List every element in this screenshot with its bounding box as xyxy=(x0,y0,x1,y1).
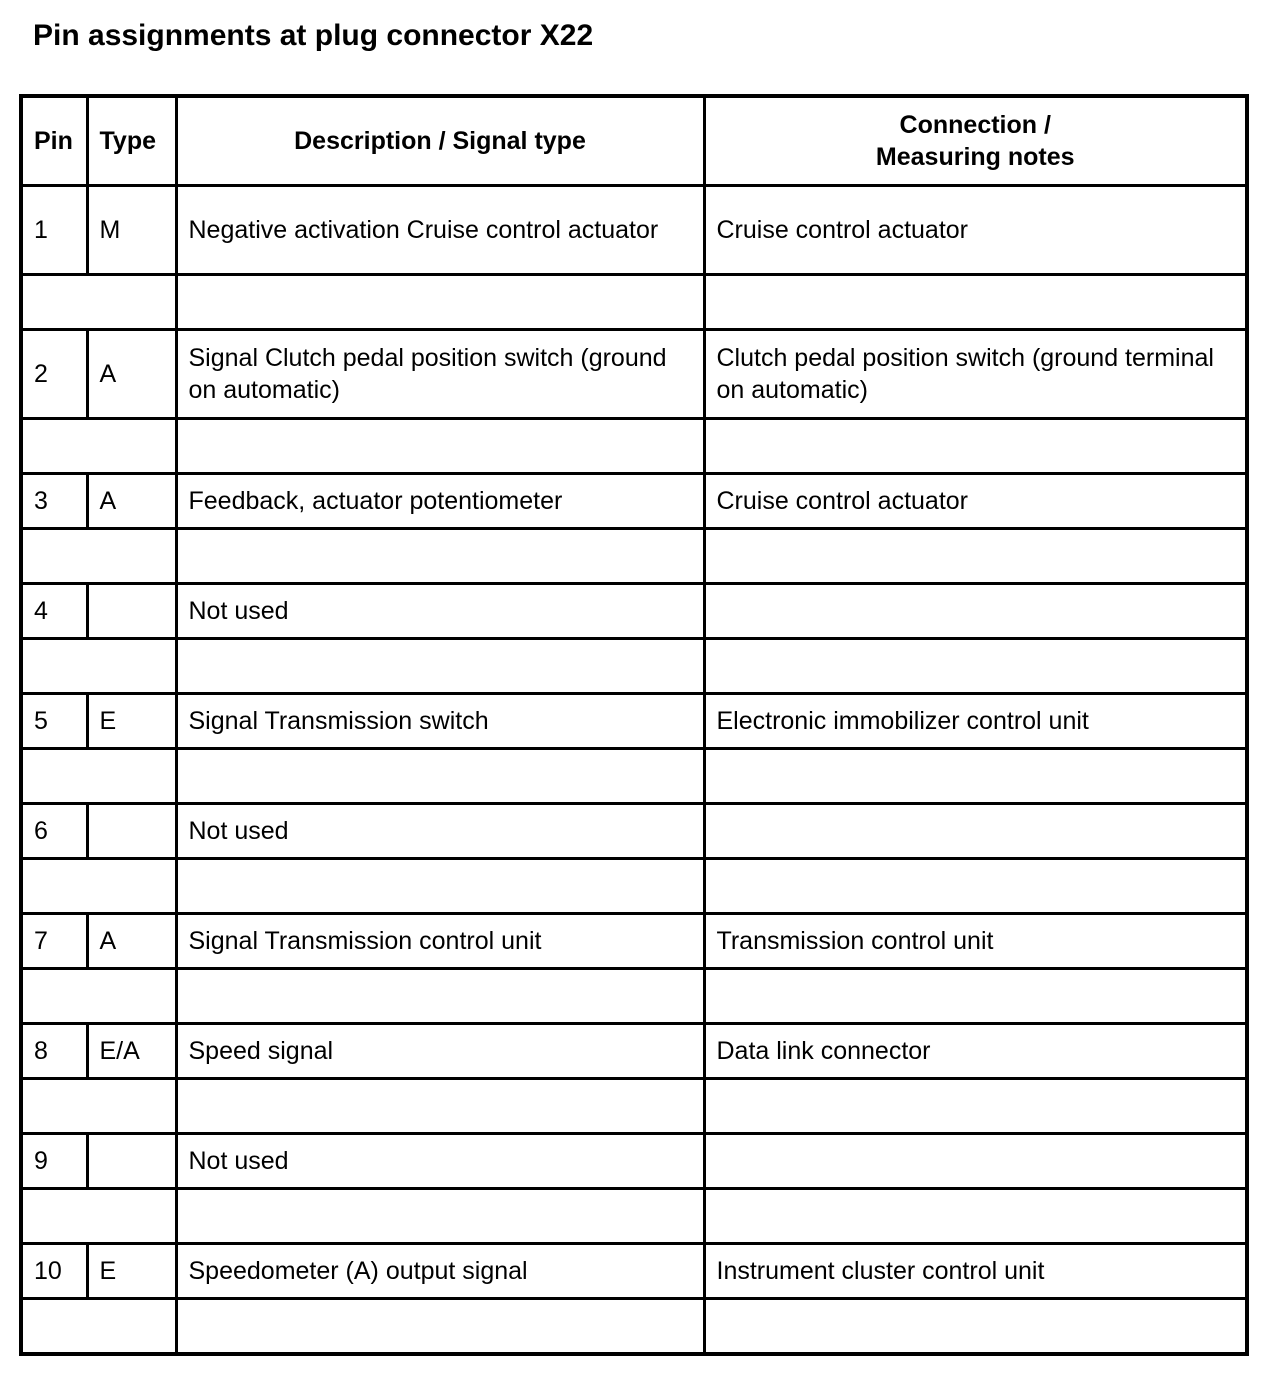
table-body xyxy=(21,186,1247,1355)
cell-description: Negative activation Cruise control actuator xyxy=(176,186,704,275)
spacer-cell-pin-type xyxy=(21,969,176,1024)
spacer-cell-pin-type xyxy=(21,1189,176,1244)
cell-pin: 10 xyxy=(21,1244,87,1299)
table-row xyxy=(21,1134,1247,1189)
spacer-row xyxy=(21,1189,1247,1244)
spacer-cell-description xyxy=(176,749,704,804)
cell-connection: Transmission control unit xyxy=(704,914,1247,969)
spacer-cell-connection xyxy=(704,1079,1247,1134)
cell-type: E/A xyxy=(87,1024,176,1079)
spacer-cell-description xyxy=(176,859,704,914)
spacer-cell-description xyxy=(176,639,704,694)
cell-pin: 6 xyxy=(21,804,87,859)
cell-pin: 3 xyxy=(21,474,87,529)
cell-pin: 5 xyxy=(21,694,87,749)
cell-connection xyxy=(704,584,1247,639)
cell-pin: 7 xyxy=(21,914,87,969)
table-row xyxy=(21,1244,1247,1299)
spacer-row xyxy=(21,969,1247,1024)
cell-connection: Instrument cluster control unit xyxy=(704,1244,1247,1299)
table-row xyxy=(21,186,1247,275)
cell-connection: Clutch pedal position switch (ground terminal on automatic) xyxy=(704,330,1247,419)
cell-connection xyxy=(704,804,1247,859)
header-type: Type xyxy=(87,96,176,186)
spacer-row xyxy=(21,1299,1247,1355)
spacer-row xyxy=(21,1079,1247,1134)
spacer-cell-description xyxy=(176,1299,704,1355)
spacer-row xyxy=(21,639,1247,694)
spacer-cell-description xyxy=(176,1079,704,1134)
cell-type xyxy=(87,804,176,859)
table-row xyxy=(21,330,1247,419)
cell-type: E xyxy=(87,1244,176,1299)
table-row xyxy=(21,584,1247,639)
cell-connection xyxy=(704,1134,1247,1189)
spacer-cell-connection xyxy=(704,529,1247,584)
spacer-row xyxy=(21,419,1247,474)
cell-type: A xyxy=(87,914,176,969)
header-pin: Pin xyxy=(21,96,87,186)
table-header-row xyxy=(21,96,1247,186)
page-title: Pin assignments at plug connector X22 xyxy=(33,19,594,52)
cell-pin: 1 xyxy=(21,186,87,275)
spacer-cell-description xyxy=(176,275,704,330)
cell-type: A xyxy=(87,474,176,529)
cell-description: Not used xyxy=(176,804,704,859)
spacer-cell-connection xyxy=(704,859,1247,914)
table-row xyxy=(21,694,1247,749)
cell-type xyxy=(87,584,176,639)
cell-type: M xyxy=(87,186,176,275)
spacer-cell-connection xyxy=(704,1299,1247,1355)
cell-connection: Electronic immobilizer control unit xyxy=(704,694,1247,749)
spacer-cell-connection xyxy=(704,1189,1247,1244)
spacer-cell-pin-type xyxy=(21,749,176,804)
spacer-cell-pin-type xyxy=(21,859,176,914)
spacer-cell-description xyxy=(176,419,704,474)
cell-pin: 2 xyxy=(21,330,87,419)
cell-type: A xyxy=(87,330,176,419)
table-row xyxy=(21,1024,1247,1079)
cell-description: Speed signal xyxy=(176,1024,704,1079)
cell-pin: 4 xyxy=(21,584,87,639)
header-description: Description / Signal type xyxy=(176,96,704,186)
cell-type xyxy=(87,1134,176,1189)
spacer-cell-pin-type xyxy=(21,1299,176,1355)
cell-connection: Cruise control actuator xyxy=(704,474,1247,529)
cell-description: Speedometer (A) output signal xyxy=(176,1244,704,1299)
spacer-cell-pin-type xyxy=(21,529,176,584)
cell-type: E xyxy=(87,694,176,749)
spacer-cell-connection xyxy=(704,639,1247,694)
spacer-cell-description xyxy=(176,969,704,1024)
cell-description: Signal Transmission switch xyxy=(176,694,704,749)
spacer-cell-connection xyxy=(704,419,1247,474)
cell-description: Not used xyxy=(176,584,704,639)
spacer-row xyxy=(21,749,1247,804)
cell-connection: Data link connector xyxy=(704,1024,1247,1079)
spacer-cell-connection xyxy=(704,275,1247,330)
cell-description: Feedback, actuator potentiometer xyxy=(176,474,704,529)
header-connection-line2: Measuring notes xyxy=(875,143,1075,171)
cell-connection: Cruise control actuator xyxy=(704,186,1247,275)
spacer-cell-connection xyxy=(704,749,1247,804)
spacer-row xyxy=(21,859,1247,914)
spacer-cell-pin-type xyxy=(21,1079,176,1134)
spacer-row xyxy=(21,529,1247,584)
spacer-row xyxy=(21,275,1247,330)
pin-assignment-table xyxy=(19,94,1249,1356)
header-connection xyxy=(704,96,1247,186)
spacer-cell-description xyxy=(176,1189,704,1244)
spacer-cell-connection xyxy=(704,969,1247,1024)
spacer-cell-description xyxy=(176,529,704,584)
cell-description: Signal Clutch pedal position switch (ground on automatic) xyxy=(176,330,704,419)
table-row xyxy=(21,914,1247,969)
table-row xyxy=(21,804,1247,859)
cell-description: Signal Transmission control unit xyxy=(176,914,704,969)
table-row xyxy=(21,474,1247,529)
cell-pin: 8 xyxy=(21,1024,87,1079)
header-connection-line1: Connection / xyxy=(899,111,1051,139)
spacer-cell-pin-type xyxy=(21,275,176,330)
spacer-cell-pin-type xyxy=(21,419,176,474)
cell-description: Not used xyxy=(176,1134,704,1189)
cell-pin: 9 xyxy=(21,1134,87,1189)
spacer-cell-pin-type xyxy=(21,639,176,694)
